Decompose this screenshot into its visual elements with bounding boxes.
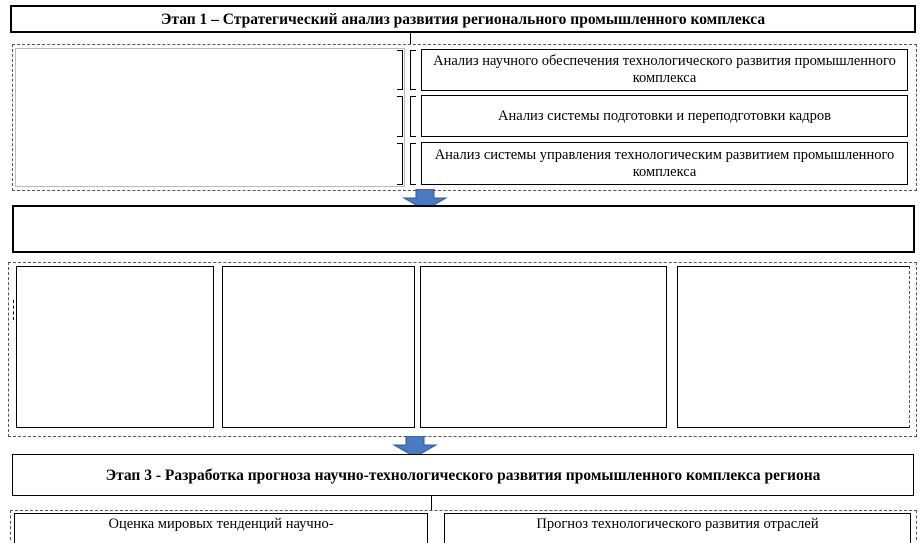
stage1-item [421, 142, 908, 185]
stage3-title-box [12, 454, 914, 496]
stage1-title-box [10, 5, 916, 33]
stage2-column [16, 266, 214, 428]
stage2-column [222, 266, 415, 428]
bracket [397, 50, 403, 90]
bracket [410, 96, 416, 137]
stage1-item-text: Анализ научного обеспечения технологического развития промышленного комплекса [433, 53, 896, 86]
bracket [397, 143, 403, 185]
connector-line [431, 496, 432, 510]
stage2-column [677, 266, 910, 428]
stage1-title: Этап 1 – Стратегический анализ развития регионального промышленного комплекса [160, 10, 766, 28]
stage2-tick [13, 300, 14, 320]
stage1-item-text: Анализ системы подготовки и переподготовки кадров [498, 107, 831, 124]
stage3-title: Этап 3 - Разработка прогноза научно-технологического развития промышленного комплекса региона [105, 466, 821, 484]
stage3-item-text: Оценка мировых тенденций научно- [108, 516, 334, 532]
stage1-left-panel [15, 48, 405, 187]
stage1-item [421, 95, 908, 137]
stage1-item [421, 49, 908, 91]
stage1-item-text: Анализ системы управления технологическим развитием промышленного комплекса [434, 146, 895, 180]
bracket [410, 50, 416, 90]
stage2-title-box [12, 205, 915, 253]
bracket [397, 96, 403, 137]
bracket [410, 143, 416, 185]
stage2-column [420, 266, 667, 428]
stage3-item [444, 513, 911, 543]
stage3-item-text: Прогноз технологического развития отраслей [536, 516, 819, 532]
stage3-item [14, 513, 428, 543]
connector-line [410, 33, 411, 44]
